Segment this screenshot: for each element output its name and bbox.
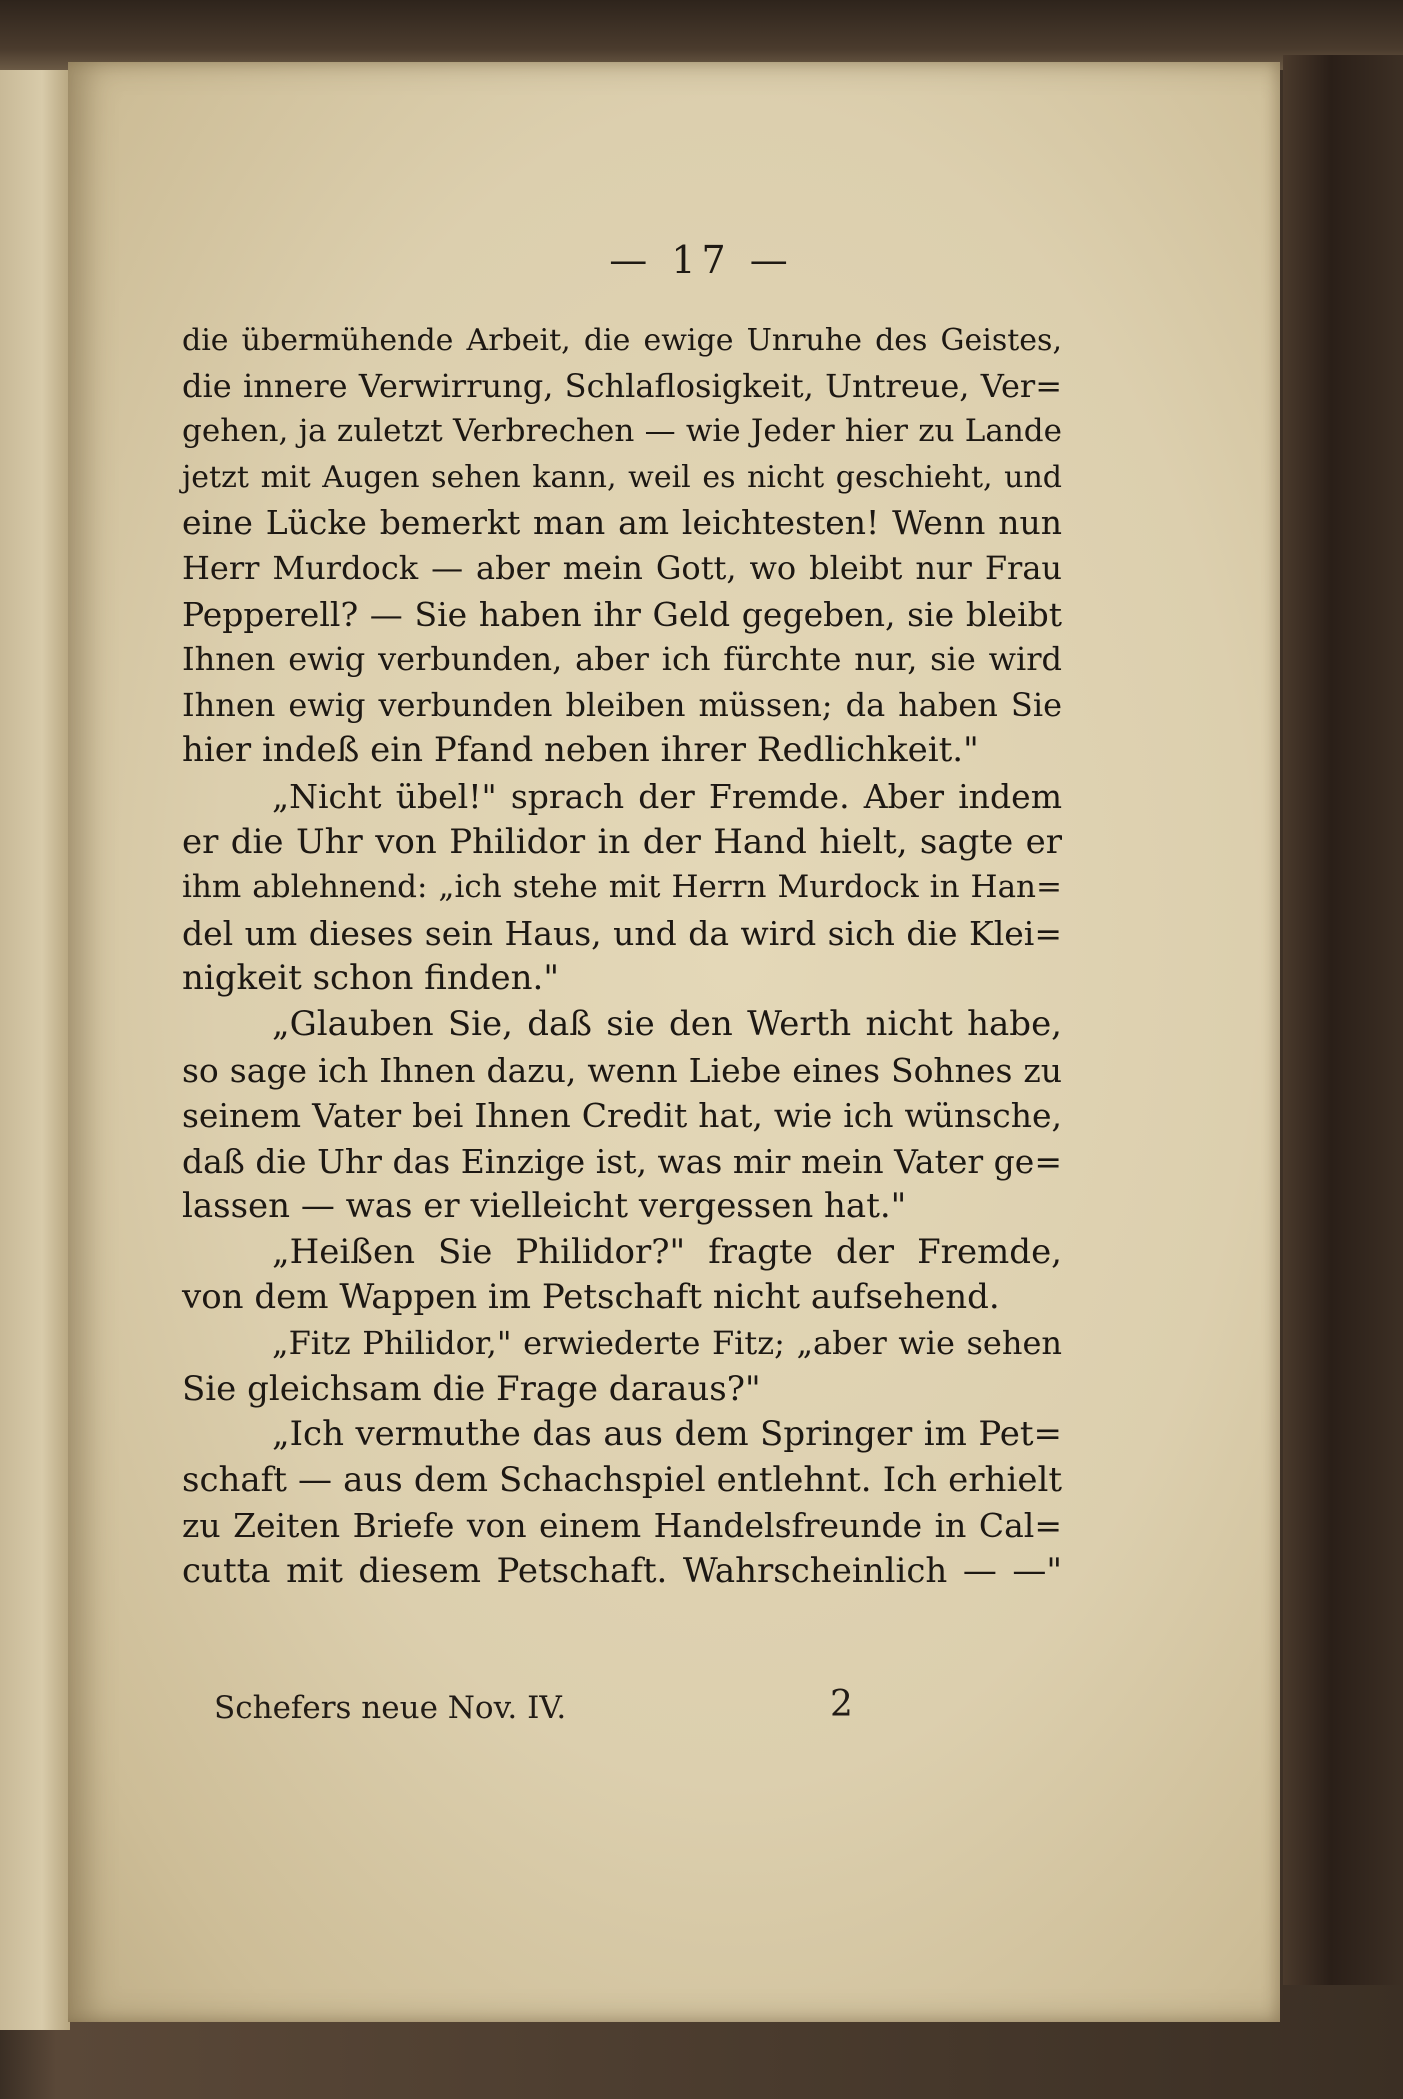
facing-page-edge bbox=[0, 70, 70, 2030]
text-line: zu Zeiten Briefe von einem Handelsfreunde in Cal= bbox=[182, 1506, 1062, 1546]
text-line: Ihnen ewig verbunden, aber ich fürchte nur, sie wird bbox=[182, 640, 1062, 679]
text-line: die übermühende Arbeit, die ewige Unruhe des Geistes, bbox=[182, 323, 1062, 358]
page-number: — 17 — bbox=[609, 238, 794, 282]
body-text bbox=[182, 318, 1062, 1595]
text-line: Ihnen ewig verbunden bleiben müssen; da haben Sie bbox=[182, 685, 1062, 724]
text-line: lassen — was er vielleicht vergessen hat." bbox=[182, 1186, 907, 1227]
text-line: Pepperell? — Sie haben ihr Geld gegeben, sie bleibt bbox=[182, 594, 1062, 634]
signature-number: 2 bbox=[830, 1684, 853, 1725]
text-line: Herr Murdock — aber mein Gott, wo bleibt nur Frau bbox=[182, 548, 1062, 587]
signature-mark: Schefers neue Nov. IV. bbox=[214, 1690, 567, 1726]
text-line: seinem Vater bei Ihnen Credit hat, wie ich wünsche, bbox=[182, 1096, 1062, 1136]
text-line: er die Uhr von Philidor in der Hand hielt, sagte er bbox=[182, 821, 1062, 862]
text-line: die innere Verwirrung, Schlaflosigkeit, Untreue, Ver= bbox=[182, 366, 1062, 405]
text-line: eine Lücke bemerkt man am leichtesten! Wenn nun bbox=[182, 503, 1062, 543]
text-line: „Glauben Sie, daß sie den Werth nicht habe, bbox=[272, 1003, 1062, 1044]
text-line: gehen, ja zuletzt Verbrechen — wie Jeder hier zu Lande bbox=[182, 413, 1062, 450]
text-line: jetzt mit Augen sehen kann, weil es nicht geschieht, und bbox=[182, 459, 1062, 495]
text-line: „Ich vermuthe das aus dem Springer im Pet= bbox=[272, 1414, 1062, 1455]
text-line: hier indeß ein Pfand neben ihrer Redlichkeit." bbox=[182, 730, 979, 771]
text-line: so sage ich Ihnen dazu, wenn Liebe eines Sohnes zu bbox=[182, 1050, 1062, 1090]
text-line: Sie gleichsam die Frage daraus?" bbox=[182, 1368, 761, 1409]
text-line: del um dieses sein Haus, und da wird sich die Klei= bbox=[182, 913, 1062, 953]
text-line: „Fitz Philidor," erwiederte Fitz; „aber wie sehen bbox=[272, 1324, 1062, 1363]
book-cover-right-edge bbox=[1283, 55, 1403, 1985]
book-cover-top-edge bbox=[0, 0, 1403, 70]
text-line: daß die Uhr das Einzige ist, was mir mein Vater ge= bbox=[182, 1141, 1062, 1181]
text-line: von dem Wappen im Petschaft nicht aufsehend. bbox=[182, 1277, 1000, 1318]
text-line: „Heißen Sie Philidor?" fragte der Fremde, bbox=[272, 1231, 1062, 1272]
text-line: schaft — aus dem Schachspiel entlehnt. Ich erhielt bbox=[182, 1459, 1062, 1500]
text-line: cutta mit diesem Petschaft. Wahrscheinlich — —" bbox=[182, 1551, 1062, 1592]
text-line: „Nicht übel!" sprach der Fremde. Aber indem bbox=[272, 776, 1062, 816]
text-line: nigkeit schon finden." bbox=[182, 958, 559, 999]
text-line: ihm ablehnend: „ich stehe mit Herrn Murdock in Han= bbox=[182, 869, 1062, 906]
page-footer bbox=[214, 1684, 1074, 1740]
